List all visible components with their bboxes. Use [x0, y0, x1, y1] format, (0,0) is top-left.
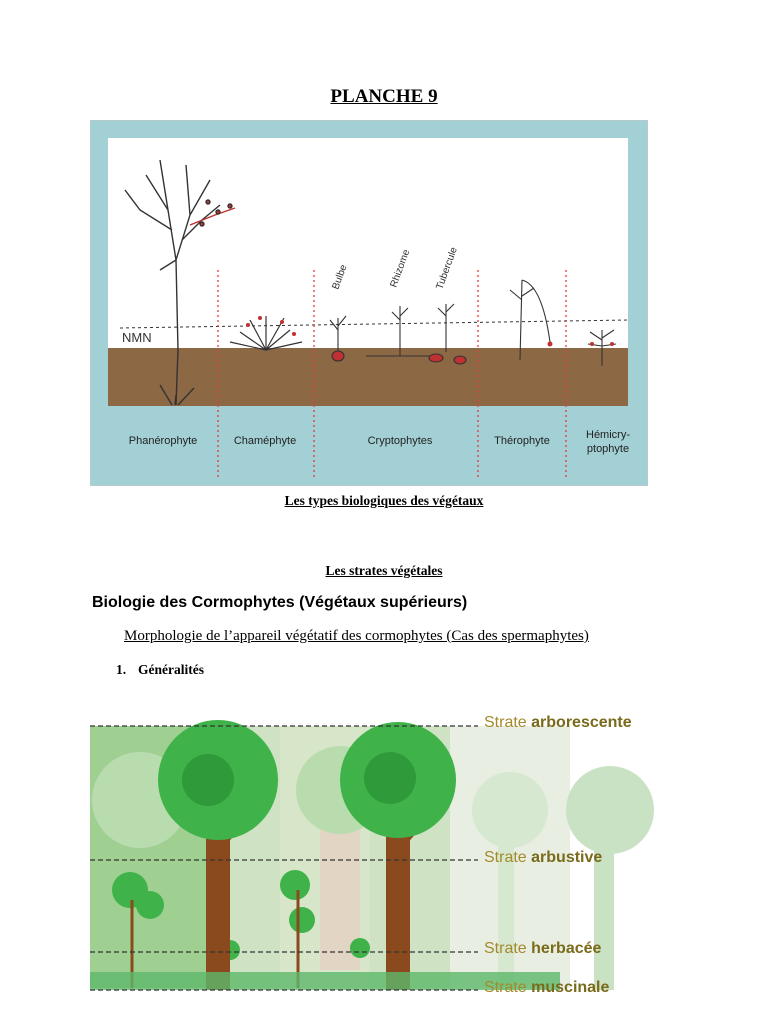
strata-label-herbacee — [484, 940, 602, 957]
nmn-label: NMN — [122, 330, 152, 345]
type-hemicryptophyte-line2: ptophyte — [586, 443, 630, 455]
type-therophyte: Thérophyte — [494, 435, 550, 447]
life-forms-figure — [90, 120, 648, 486]
strata-label-arbustive — [484, 849, 602, 866]
strata-label-muscinale — [484, 979, 610, 996]
type-hemicryptophyte-line1: Hémicry- — [586, 429, 630, 441]
organ-label-bulbe: Bulbe — [330, 263, 350, 292]
section-heading: Biologie des Cormophytes (Végétaux supérieurs) — [92, 594, 468, 611]
type-chamephyte: Chaméphyte — [233, 435, 297, 447]
strata-word: Strate — [484, 940, 527, 957]
strata-word: Strate — [484, 714, 527, 731]
subsection-heading: Morphologie de l’appareil végétatif des cormophytes (Cas des spermaphytes) — [124, 628, 589, 644]
strata-name: herbacée — [531, 940, 602, 957]
strata-name: arborescente — [531, 714, 632, 731]
vegetation-strata-figure — [90, 700, 680, 1000]
organ-label-tubercule: Tubercule — [434, 245, 460, 292]
type-cryptophytes: Cryptophytes — [367, 435, 433, 447]
figure1-caption: Les types biologiques des végétaux — [284, 493, 484, 508]
heading-number: 1. — [116, 662, 127, 677]
strata-name: arbustive — [531, 849, 603, 866]
page-title: PLANCHE 9 — [330, 86, 438, 107]
organ-label-rhizome: Rhizome — [388, 248, 413, 290]
type-phanerophyte: Phanérophyte — [128, 435, 198, 447]
figure2-caption: Les strates végétales — [325, 563, 443, 578]
strata-name: muscinale — [531, 979, 610, 996]
strata-label-arborescente — [484, 714, 632, 731]
numbered-heading — [116, 662, 204, 678]
strata-word: Strate — [484, 849, 527, 866]
heading-text: Généralités — [138, 662, 204, 677]
strata-word: Strate — [484, 979, 527, 996]
